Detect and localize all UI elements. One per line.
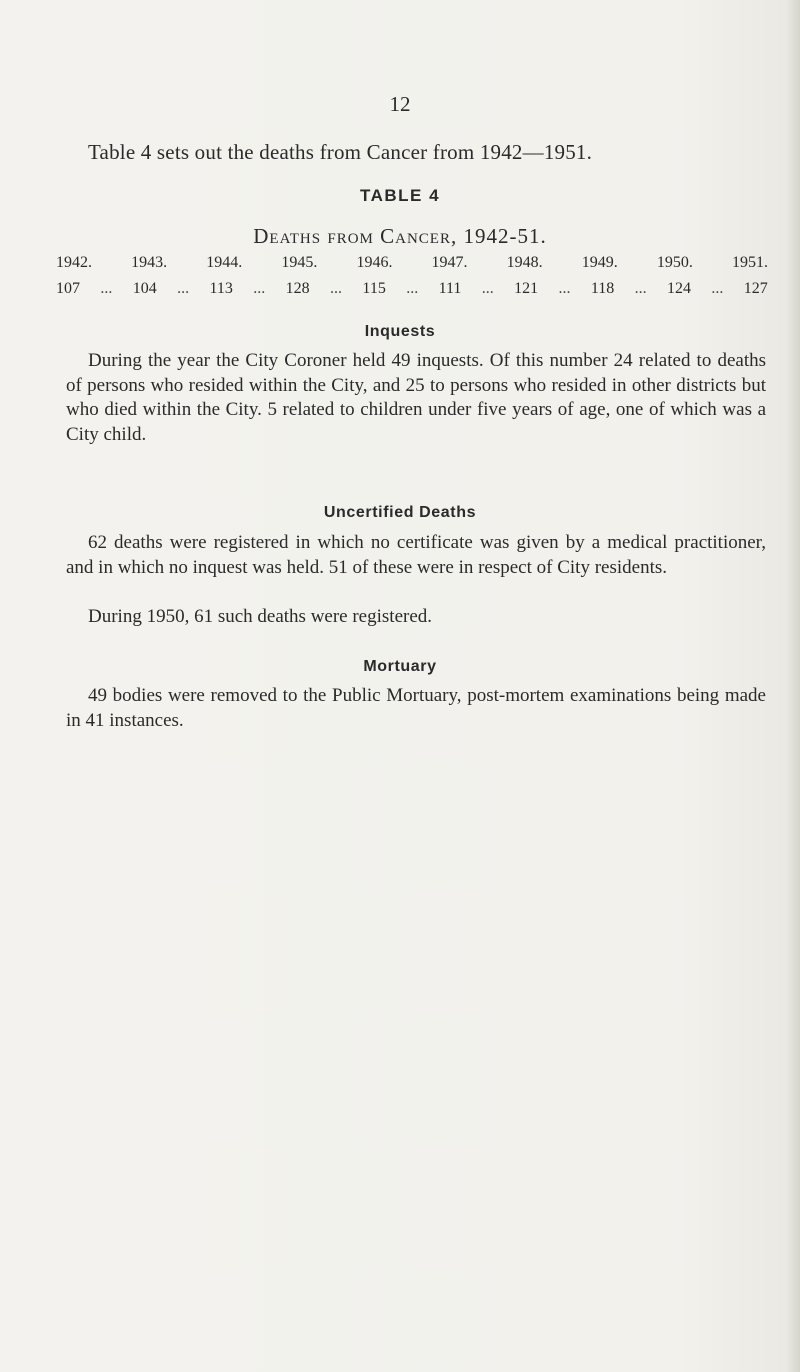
value-cell: 111 (438, 280, 462, 297)
value-cell: 113 (209, 280, 233, 297)
value-cell: 127 (743, 280, 768, 297)
value-cell: 121 (514, 280, 539, 297)
year-cell: 1945. (281, 254, 318, 271)
value-cell: 115 (362, 280, 386, 297)
table-caption: Deaths from Cancer, 1942-51. (253, 224, 547, 248)
table-years-row (56, 254, 768, 272)
year-cell: 1944. (206, 254, 243, 271)
inquests-paragraph: During the year the City Coroner held 49 inquests. Of this number 24 related to deaths of persons who resided within the City, and 25 to persons who resided in other districts but who died within the City. 5 related to children under five years of age, one of which was a City child. (66, 350, 766, 445)
year-cell: 1950. (656, 254, 693, 271)
leader-dots: ... (406, 280, 419, 297)
table-label: TABLE 4 (359, 186, 441, 205)
table-values-row (56, 280, 768, 298)
mortuary-paragraph: 49 bodies were removed to the Public Mortuary, post-mortem examinations being made in 41 instances. (66, 685, 766, 731)
page-number: 12 (389, 92, 411, 116)
uncertified-paragraph: 62 deaths were registered in which no certificate was given by a medical practitioner, and in which no inquest was held. 51 of these were in respect of City residents. (66, 532, 766, 578)
year-cell: 1949. (581, 254, 618, 271)
year-cell: 1947. (431, 254, 468, 271)
uncertified-1950-paragraph: During 1950, 61 such deaths were registered. (88, 606, 433, 627)
value-cell: 124 (667, 280, 692, 297)
leader-dots: ... (711, 280, 724, 297)
leader-dots: ... (253, 280, 266, 297)
leader-dots: ... (634, 280, 647, 297)
year-cell: 1946. (356, 254, 393, 271)
year-cell: 1942. (56, 254, 92, 271)
mortuary-heading: Mortuary (363, 658, 437, 675)
year-cell: 1951. (731, 254, 768, 271)
uncertified-deaths-heading: Uncertified Deaths (323, 504, 477, 521)
leader-dots: ... (177, 280, 190, 297)
leader-dots: ... (481, 280, 494, 297)
leader-dots: ... (558, 280, 571, 297)
intro-sentence: Table 4 sets out the deaths from Cancer from 1942—1951. (88, 140, 593, 164)
value-cell: 128 (285, 280, 310, 297)
value-cell: 104 (132, 280, 157, 297)
inquests-heading: Inquests (364, 323, 436, 340)
leader-dots: ... (330, 280, 343, 297)
leader-dots: ... (100, 280, 113, 297)
year-cell: 1948. (506, 254, 543, 271)
value-cell: 118 (590, 280, 615, 297)
value-cell: 107 (56, 280, 80, 297)
year-cell: 1943. (131, 254, 168, 271)
